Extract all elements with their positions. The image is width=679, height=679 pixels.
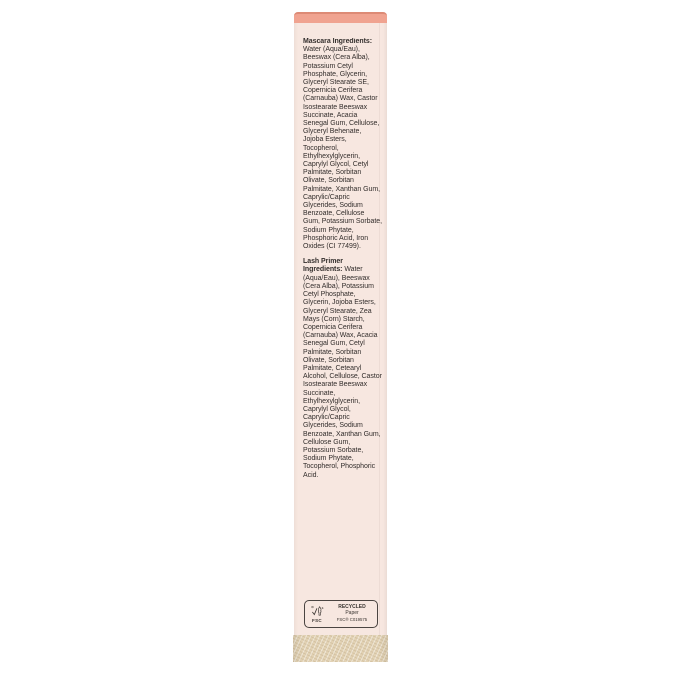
lash-primer-ingredients-paragraph bbox=[303, 258, 382, 479]
fsc-tree-checkmark-icon bbox=[311, 605, 324, 618]
fsc-label-text bbox=[329, 605, 375, 622]
mascara-ingredients-paragraph bbox=[303, 38, 382, 251]
mascara-ingredients-heading: Mascara Ingredients: bbox=[303, 38, 373, 45]
fsc-logo bbox=[307, 605, 327, 624]
fsc-paper-line: Paper bbox=[345, 610, 359, 617]
lash-primer-ingredients-heading: Lash Primer Ingredients: bbox=[303, 258, 345, 274]
fsc-recycled-paper-label bbox=[304, 600, 378, 628]
lash-primer-ingredients-list: Water (Aqua/Eau), Beeswax (Cera Alba), Potassium Cetyl Phosphate, Glycerin, Jojoba Esters, Glyceryl Stearate, Zea Mays (Corn) Starch, Copernicia Cerifera (Carnauba) Wax, Acacia Senegal Gum, Cetyl Palmitate, Sorbitan Olivate, Sorbitan Palmitate, Cetearyl Alcohol, Cellulose, Castor Isostearate Beeswax Succinate, Ethylhexylglycerin, Caprylyl Glycol, Caprylic/Capric Glycerides, Sodium Benzoate, Xanthan Gum, Cellulose Gum, Potassium Sorbate, Sodium Phytate, Tocopherol, Phosphoric Acid. bbox=[303, 266, 382, 479]
fsc-certificate-number: FSC® C019575 bbox=[336, 616, 368, 622]
box-bottom-kraft-edge bbox=[293, 635, 388, 662]
box-edge-crease bbox=[379, 23, 380, 635]
fsc-recycled-line: RECYCLED bbox=[338, 604, 366, 611]
ingredients-text-panel bbox=[303, 38, 382, 598]
box-top-edge bbox=[294, 12, 387, 23]
mascara-packaging-box-side-panel bbox=[294, 12, 387, 662]
fsc-logo-word: FSC bbox=[312, 617, 322, 623]
mascara-ingredients-list: Water (Aqua/Eau), Beeswax (Cera Alba), Potassium Cetyl Phosphate, Glycerin, Glyceryl Stearate SE, Copernicia Cerifera (Carnauba) Wax, Castor Isostearate Beeswax Succinate, Acacia Senegal Gum, Cellulose, Glyceryl Behenate, Jojoba Esters, Tocopherol, Ethylhexylglycerin, Caprylyl Glycol, Cetyl Palmitate, Sorbitan Olivate, Sorbitan Palmitate, Xanthan Gum, Caprylic/Capric Glycerides, Sodium Benzoate, Cellulose Gum, Potassium Sorbate, Sodium Phytate, Phosphoric Acid, Iron Oxides (CI 77499). bbox=[303, 46, 382, 251]
